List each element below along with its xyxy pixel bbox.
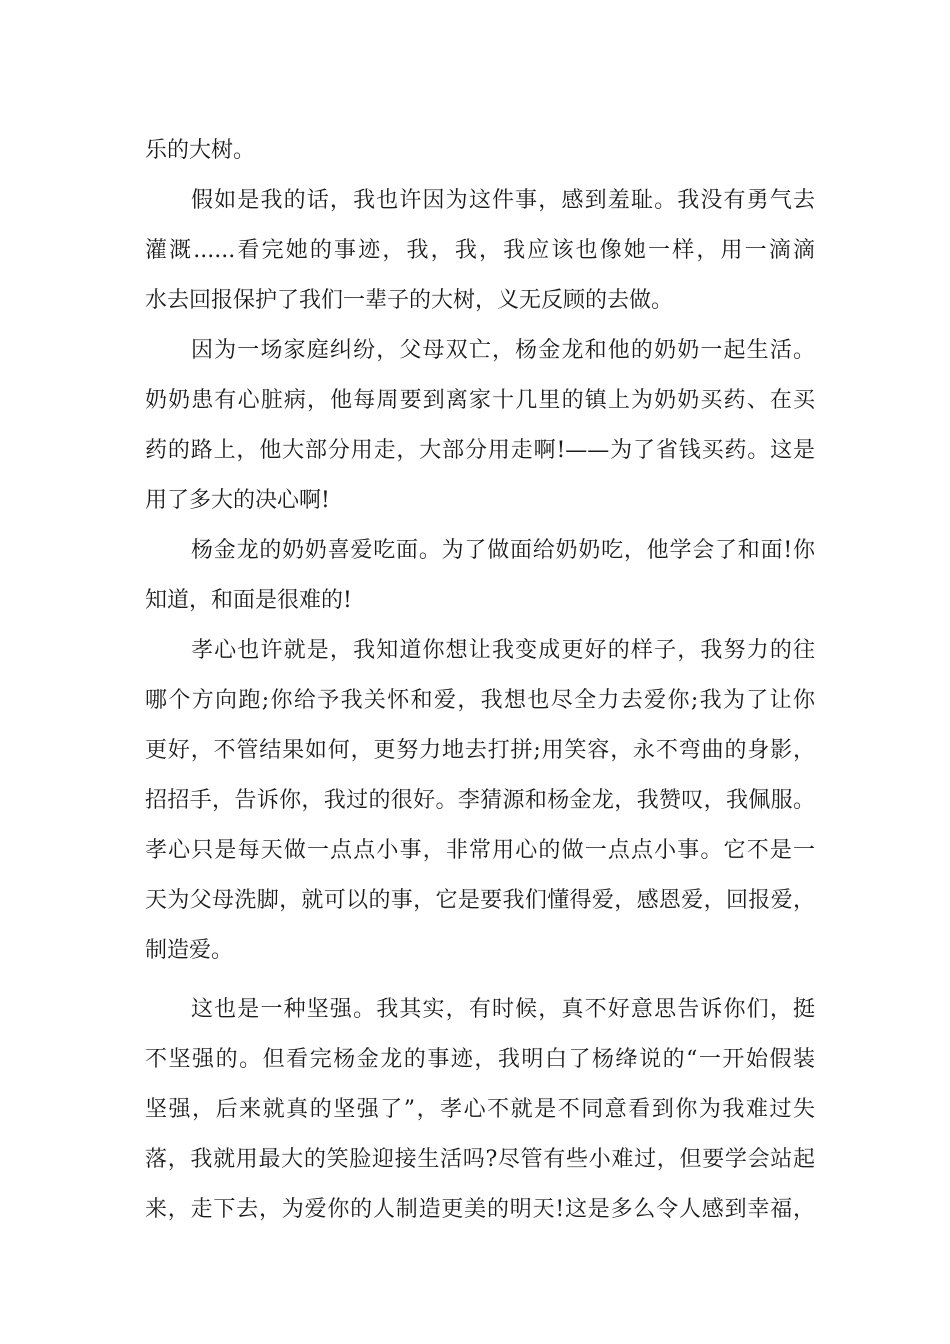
text-line: 天为父母洗脚，就可以的事，它是要我们懂得爱，感恩爱，回报爱， [145,888,815,913]
text-line: 来，走下去，为爱你的人制造更美的明天!这是多么令人感到幸福， [145,1197,815,1222]
text-line: 哪个方向跑;你给予我关怀和爱，我想也尽全力去爱你;我为了让你 [145,688,815,713]
text-line: 这也是一种坚强。我其实，有时候，真不好意思告诉你们，挺 [191,997,815,1022]
text-line: 奶奶患有心脏病，他每周要到离家十几里的镇上为奶奶买药、在买 [145,388,815,413]
text-line: 假如是我的话，我也许因为这件事，感到羞耻。我没有勇气去 [191,188,815,213]
text-line: 孝心也许就是，我知道你想让我变成更好的样子，我努力的往 [191,638,815,663]
text-line: 杨金龙的奶奶喜爱吃面。为了做面给奶奶吃，他学会了和面!你 [191,538,815,563]
text-line: 更好，不管结果如何，更努力地去打拼;用笑容，永不弯曲的身影， [145,738,815,763]
text-line: 灌溉......看完她的事迹，我，我，我应该也像她一样，用一滴滴 [145,238,815,263]
text-line: 不坚强的。但看完杨金龙的事迹，我明白了杨绛说的“一开始假装 [145,1047,815,1072]
text-line: 药的路上，他大部分用走，大部分用走啊!——为了省钱买药。这是 [145,438,815,463]
text-line: 制造爱。 [145,938,234,963]
text-line: 落，我就用最大的笑脸迎接生活吗?尽管有些小难过，但要学会站起 [145,1147,815,1172]
text-line: 坚强，后来就真的坚强了”，孝心不就是不同意看到你为我难过失 [145,1097,815,1122]
text-line: 因为一场家庭纠纷，父母双亡，杨金龙和他的奶奶一起生活。 [191,338,815,363]
text-line: 知道，和面是很难的! [145,588,352,613]
text-line: 用了多大的决心啊! [145,488,330,513]
text-line: 乐的大树。 [145,138,256,163]
text-line: 招招手，告诉你，我过的很好。李猜源和杨金龙，我赞叹，我佩服。 [145,788,815,813]
text-line: 水去回报保护了我们一辈子的大树，义无反顾的去做。 [145,288,674,313]
paragraph-gap [145,976,815,985]
text-line: 孝心只是每天做一点点小事，非常用心的做一点点小事。它不是一 [145,838,815,863]
document-body [145,126,815,1235]
